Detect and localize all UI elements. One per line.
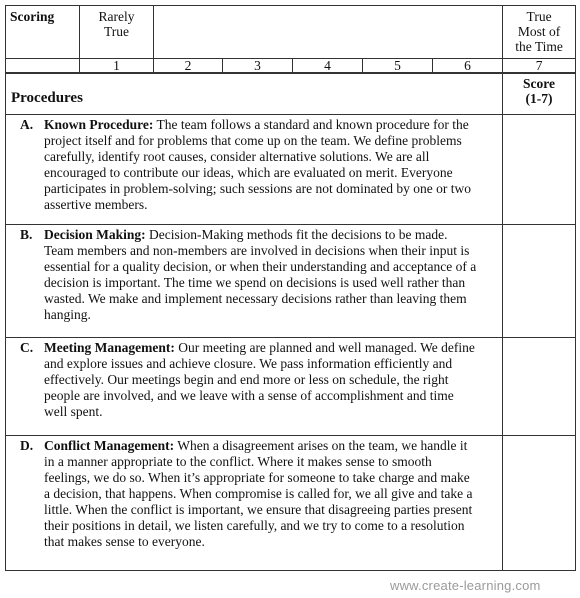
scale-blank-left [6, 59, 80, 73]
scale-2: 2 [154, 59, 223, 73]
scoring-label: Scoring [6, 6, 80, 59]
procedure-item-decision-making: B. Decision Making: Decision-Making methods fit the decisions to be made. Team members and non-members are involved in decisions when their input is essential for a quality decision, or when their understanding and acceptance of a decision is important. The time we spend on decisions is used well rather than wasted. We make and implement necessary decisions rather than leaving them hanging. [6, 225, 503, 338]
watermark: www.create-learning.com [390, 578, 541, 593]
score-cell-c[interactable] [503, 338, 576, 436]
scale-1: 1 [80, 59, 154, 73]
scale-3: 3 [223, 59, 293, 73]
procedure-item-conflict-management: D. Conflict Management: When a disagreement arises on the team, we handle it in a manner appropriate to the conflict. Where it makes sense to smooth feelings, we do so. When it’s appropriate for someone to take charge and make a decision, that happens. When compromise is called for, we all give and take a little. When the conflict is important, we ensure that disagreeing parties present their positions in detail, we listen carefully, and we try to come to a resolution that makes sense to everyone. [6, 436, 503, 571]
scale-blank [154, 6, 503, 59]
scoring-scale-table [5, 5, 576, 73]
procedures-title: Procedures [6, 74, 503, 115]
procedure-item-meeting-management: C. Meeting Management: Our meeting are planned and well managed. We define and explore issues and achieve closure. We pass information efficiently and effectively. Our meetings begin and end more or less on schedule, the right people are involved, and we leave with a sense of accomplishment and time well spent. [6, 338, 503, 436]
procedures-table [5, 73, 576, 571]
scale-4: 4 [293, 59, 363, 73]
scale-7: 7 [503, 59, 576, 73]
true-most-of-time-label: True Most of the Time [503, 6, 576, 59]
procedure-item-known-procedure: A. Known Procedure: The team follows a standard and known procedure for the project itself and for problems that come up on the team. We define problems carefully, identify root causes, consider alternative solutions. We are all encouraged to contribute our ideas, which are evaluated on merit. Everyone participates in problem-solving; such sessions are not dominated by one or two assertive members. [6, 115, 503, 225]
rarely-true-label: Rarely True [80, 6, 154, 59]
scale-6: 6 [433, 59, 503, 73]
score-cell-d[interactable] [503, 436, 576, 571]
score-cell-a[interactable] [503, 115, 576, 225]
score-cell-b[interactable] [503, 225, 576, 338]
scale-5: 5 [363, 59, 433, 73]
score-column-header: Score (1-7) [503, 74, 576, 115]
scoring-sheet [5, 5, 575, 571]
